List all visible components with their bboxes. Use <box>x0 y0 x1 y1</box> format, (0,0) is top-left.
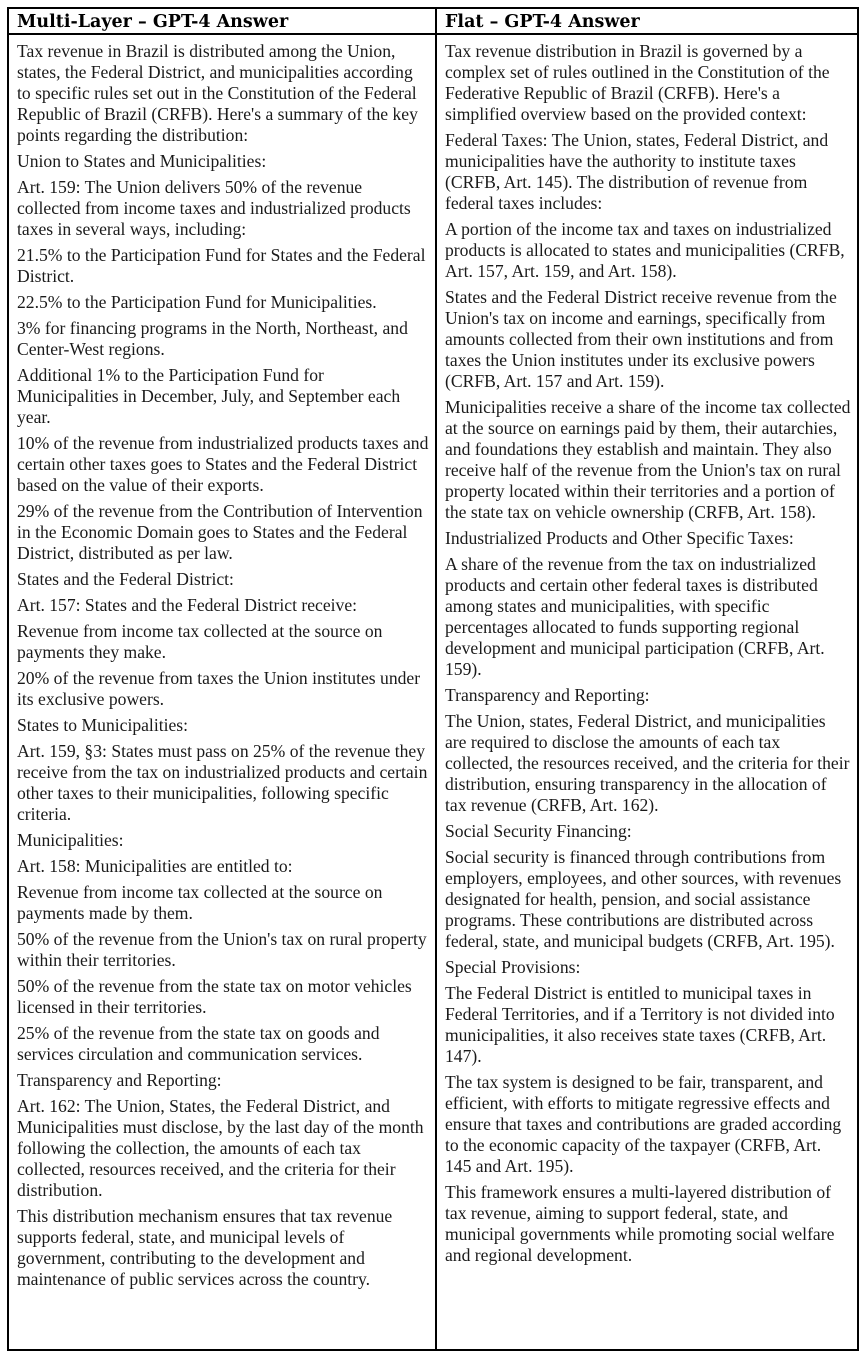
paragraph: Union to States and Municipalities: <box>17 151 267 171</box>
paragraph: States and the Federal District receive revenue from the Union's tax on income and earnings, specifically from amounts collected from their own institutions and from taxes the Union institutes under its exclusive powers (CRFB, Art. 157 and Art. 159). <box>445 287 837 391</box>
paragraph: 50% of the revenue from the Union's tax on rural property within their territories. <box>17 929 427 970</box>
paragraph: 20% of the revenue from taxes the Union institutes under its exclusive powers. <box>17 668 421 709</box>
paragraph: Additional 1% to the Participation Fund for Municipalities in December, July, and September each year. <box>17 365 401 427</box>
paragraph: Municipalities receive a share of the income tax collected at the source on earnings paid by them, their autarchies, and foundations they establish and maintain. They also receive half of the revenue from the Union's tax on rural property located within their territories and a portion of the state tax on vehicle ownership (CRFB, Art. 158). <box>445 397 851 522</box>
paragraph: Transparency and Reporting: <box>17 1070 222 1090</box>
multi-layer-answer <box>9 35 435 1349</box>
flat-answer <box>437 35 857 1349</box>
paragraph: Social security is financed through contributions from employers, employees, and other sources, with revenues designated for health, pension, and social assistance programs. These contributions are distributed across federal, state, and municipal budgets (CRFB, Art. 195). <box>445 847 842 951</box>
paragraph: Tax revenue distribution in Brazil is governed by a complex set of rules outlined in the Constitution of the Federative Republic of Brazil (CRFB). Here's a simplified overview based on the provided context: <box>445 41 830 124</box>
paragraph: Transparency and Reporting: <box>445 685 650 705</box>
comparison-table <box>7 7 859 1351</box>
multi-layer-column <box>9 9 437 1349</box>
flat-column <box>437 9 857 1349</box>
paragraph: Municipalities: <box>17 830 124 850</box>
paragraph: Federal Taxes: The Union, states, Federal District, and municipalities have the authority to institute taxes (CRFB, Art. 145). The distribution of revenue from federal taxes includes: <box>445 130 829 213</box>
paragraph: The Federal District is entitled to municipal taxes in Federal Territories, and if a Territory is not divided into municipalities, it also receives state taxes (CRFB, Art. 147). <box>445 983 835 1066</box>
paragraph: Tax revenue in Brazil is distributed among the Union, states, the Federal District, and municipalities according to specific rules set out in the Constitution of the Federal Republic of Brazil (CRFB). Here's a summary of the key points regarding the distribution: <box>17 41 418 145</box>
paragraph: The Union, states, Federal District, and municipalities are required to disclose the amounts of each tax collected, the resources received, and the criteria for their distribution, ensuring transparency in the allocation of tax revenue (CRFB, Art. 162). <box>445 711 850 815</box>
paragraph: 10% of the revenue from industrialized products taxes and certain other taxes goes to States and the Federal District based on the value of their exports. <box>17 433 429 495</box>
paragraph: States to Municipalities: <box>17 715 189 735</box>
paragraph: 29% of the revenue from the Contribution of Intervention in the Economic Domain goes to States and the Federal District, distributed as per law. <box>17 501 423 563</box>
paragraph: 22.5% to the Participation Fund for Municipalities. <box>17 292 377 312</box>
paragraph: Art. 158: Municipalities are entitled to: <box>17 856 293 876</box>
paragraph: 21.5% to the Participation Fund for States and the Federal District. <box>17 245 426 286</box>
paragraph: 25% of the revenue from the state tax on goods and services circulation and communication services. <box>17 1023 380 1064</box>
paragraph: Social Security Financing: <box>445 821 632 841</box>
paragraph: A share of the revenue from the tax on industrialized products and certain other federal taxes is distributed among states and municipalities, with specific percentages allocated to funds supporting regional development and municipal participation (CRFB, Art. 159). <box>445 554 825 679</box>
paragraph: Revenue from income tax collected at the source on payments they make. <box>17 621 383 662</box>
paragraph: The tax system is designed to be fair, transparent, and efficient, with efforts to mitigate regressive effects and ensure that taxes and contributions are graded according to the economic capacity of the taxpayer (CRFB, Art. 145 and Art. 195). <box>445 1072 842 1176</box>
paragraph: Industrialized Products and Other Specific Taxes: <box>445 528 794 548</box>
paragraph: Art. 159, §3: States must pass on 25% of the revenue they receive from the tax on industrialized products and certain other taxes to their municipalities, following specific criteria. <box>17 741 428 824</box>
paragraph: This framework ensures a multi-layered distribution of tax revenue, aiming to support federal, state, and municipal governments while promoting social welfare and regional development. <box>445 1182 835 1265</box>
paragraph: Revenue from income tax collected at the source on payments made by them. <box>17 882 383 923</box>
multi-layer-heading: Multi-Layer – GPT-4 Answer <box>9 9 435 35</box>
paragraph: Art. 159: The Union delivers 50% of the revenue collected from income taxes and industrialized products taxes in several ways, including: <box>17 177 411 239</box>
flat-heading: Flat – GPT-4 Answer <box>437 9 857 35</box>
paragraph: A portion of the income tax and taxes on industrialized products is allocated to states and municipalities (CRFB, Art. 157, Art. 159, and Art. 158). <box>445 219 845 281</box>
paragraph: Special Provisions: <box>445 957 581 977</box>
paragraph: This distribution mechanism ensures that tax revenue supports federal, state, and municipal levels of government, contributing to the development and maintenance of public services across the country. <box>17 1206 393 1289</box>
paragraph: Art. 162: The Union, States, the Federal District, and Municipalities must disclose, by the last day of the month following the collection, the amounts of each tax collected, resources received, and the criteria for their distribution. <box>17 1096 424 1200</box>
paragraph: Art. 157: States and the Federal District receive: <box>17 595 358 615</box>
paragraph: States and the Federal District: <box>17 569 234 589</box>
paragraph: 50% of the revenue from the state tax on motor vehicles licensed in their territories. <box>17 976 412 1017</box>
paragraph: 3% for financing programs in the North, Northeast, and Center-West regions. <box>17 318 408 359</box>
